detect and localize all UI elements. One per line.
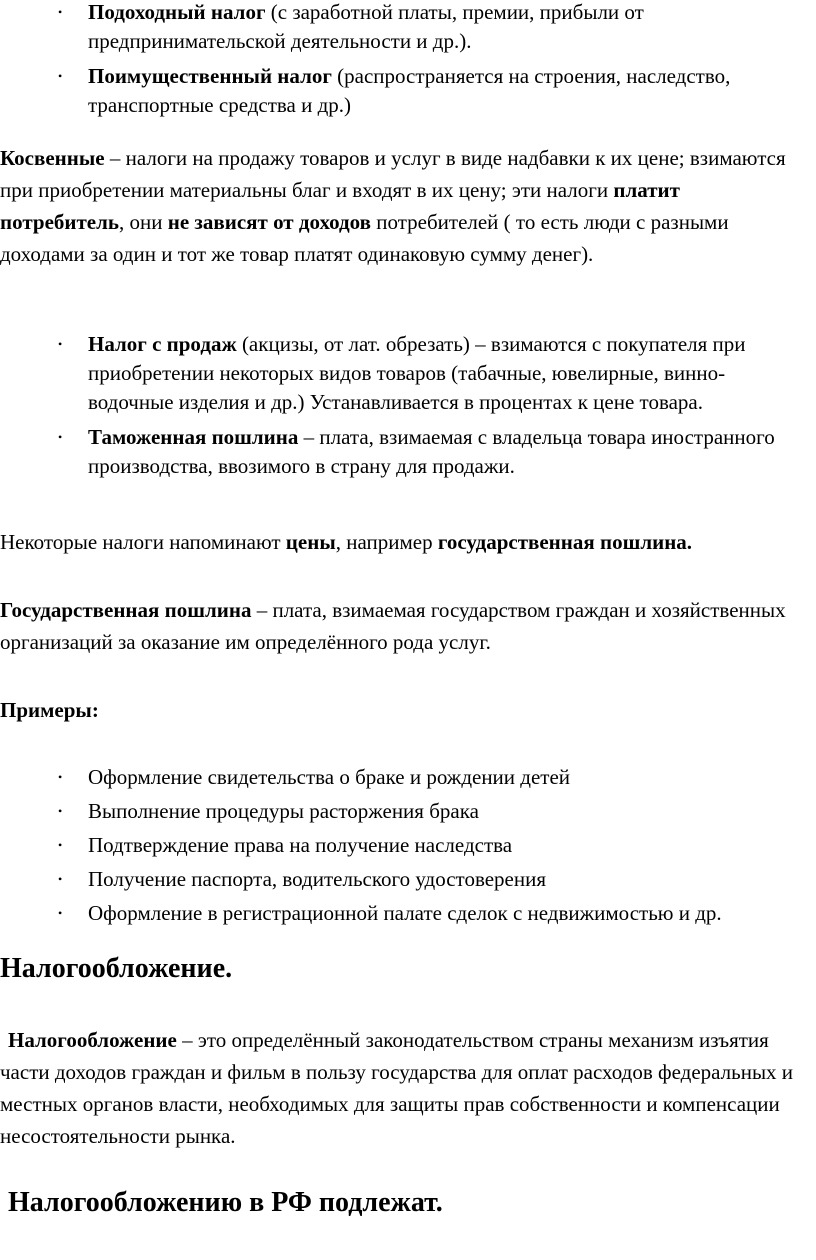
section-heading-subject: Налогообложению в РФ подлежат. <box>8 1187 443 1218</box>
examples-list <box>0 760 810 930</box>
term-description: (с заработной платы, премии, прибыли от предпринимательской деятельности и др.). <box>88 0 644 53</box>
taxation-paragraph <box>0 1024 800 1152</box>
bullet-icon: • <box>58 838 63 852</box>
bullet-icon: • <box>58 337 63 351</box>
term: Таможенная пошлина <box>88 425 299 449</box>
bullet-icon: • <box>58 770 63 784</box>
list-item-text: Оформление в регистрационной палате сделок с недвижимостью и др. <box>88 901 722 925</box>
text-run: – налоги на продажу товаров и услуг в виде надбавки к их цене; взимаются при приобретении материальны благ и входят в их цену; эти налоги <box>0 146 786 202</box>
text-run: Некоторые налоги напоминают <box>0 530 286 554</box>
list-item <box>0 828 810 862</box>
state-duty-paragraph <box>0 594 800 658</box>
text-run: , они <box>119 210 168 234</box>
list-item <box>0 862 810 896</box>
prices-paragraph <box>0 526 800 558</box>
indirect-tax-list <box>0 330 810 481</box>
term: Подоходный налог <box>88 0 266 24</box>
list-item-text: Подтверждение права на получение наследства <box>88 833 513 857</box>
bold-run: цены <box>285 530 336 554</box>
term-description: (акцизы, от лат. обрезать) – взимаются с покупателя при приобретении некоторых видов товаров (табачные, ювелирные, винно-водочные изделия и др.) Устанавливается в процентах к цене товара. <box>88 332 746 414</box>
bold-run: Примеры: <box>0 698 99 722</box>
bullet-icon: • <box>58 69 63 83</box>
term: Налогообложение <box>8 1028 177 1052</box>
bold-run: платит потребитель <box>0 178 680 234</box>
list-item <box>0 423 810 481</box>
text-run: потребителей ( то есть люди с разными доходами за один и тот же товар платят одинаковую сумму денег). <box>0 210 729 266</box>
list-item <box>0 794 810 828</box>
section-heading-taxation: Налогообложение. <box>0 953 233 984</box>
term: Государственная пошлина <box>0 598 252 622</box>
list-item-text: Оформление свидетельства о браке и рождении детей <box>88 765 571 789</box>
bold-run: государственная пошлина. <box>437 530 693 554</box>
bold-run: не зависят от доходов <box>167 210 371 234</box>
term: Косвенные <box>0 146 105 170</box>
list-item <box>0 896 810 930</box>
list-item <box>0 330 810 417</box>
term-description: – плата, взимаемая государством граждан и хозяйственных организаций за оказание им определённого рода услуг. <box>0 598 786 654</box>
term-description: – плата, взимаемая с владельца товара иностранного производства, ввозимого в страну для продажи. <box>88 425 775 478</box>
list-item <box>0 0 810 56</box>
term: Поимущественный налог <box>88 64 332 88</box>
list-item-text: Выполнение процедуры расторжения брака <box>88 799 479 823</box>
bullet-icon: • <box>58 804 63 818</box>
direct-tax-list <box>0 0 810 120</box>
term-description: – это определённый законодательством страны механизм изъятия части доходов граждан и фильм в пользу государства для оплат расходов федеральных и местных органов власти, необходимых для защиты прав собственности и компенсации несостоятельности рынка. <box>0 1028 794 1148</box>
term: Налог с продаж <box>88 332 237 356</box>
bullet-icon: • <box>58 5 63 19</box>
bullet-icon: • <box>58 430 63 444</box>
examples-label <box>0 694 800 726</box>
text-run: , например <box>335 530 438 554</box>
list-item <box>0 62 810 120</box>
bullet-icon: • <box>58 906 63 920</box>
indirect-tax-paragraph <box>0 142 800 270</box>
list-item <box>0 760 810 794</box>
term-description: (распространяется на строения, наследство, транспортные средства и др.) <box>88 64 731 117</box>
list-item-text: Получение паспорта, водительского удостоверения <box>88 867 547 891</box>
bullet-icon: • <box>58 872 63 886</box>
